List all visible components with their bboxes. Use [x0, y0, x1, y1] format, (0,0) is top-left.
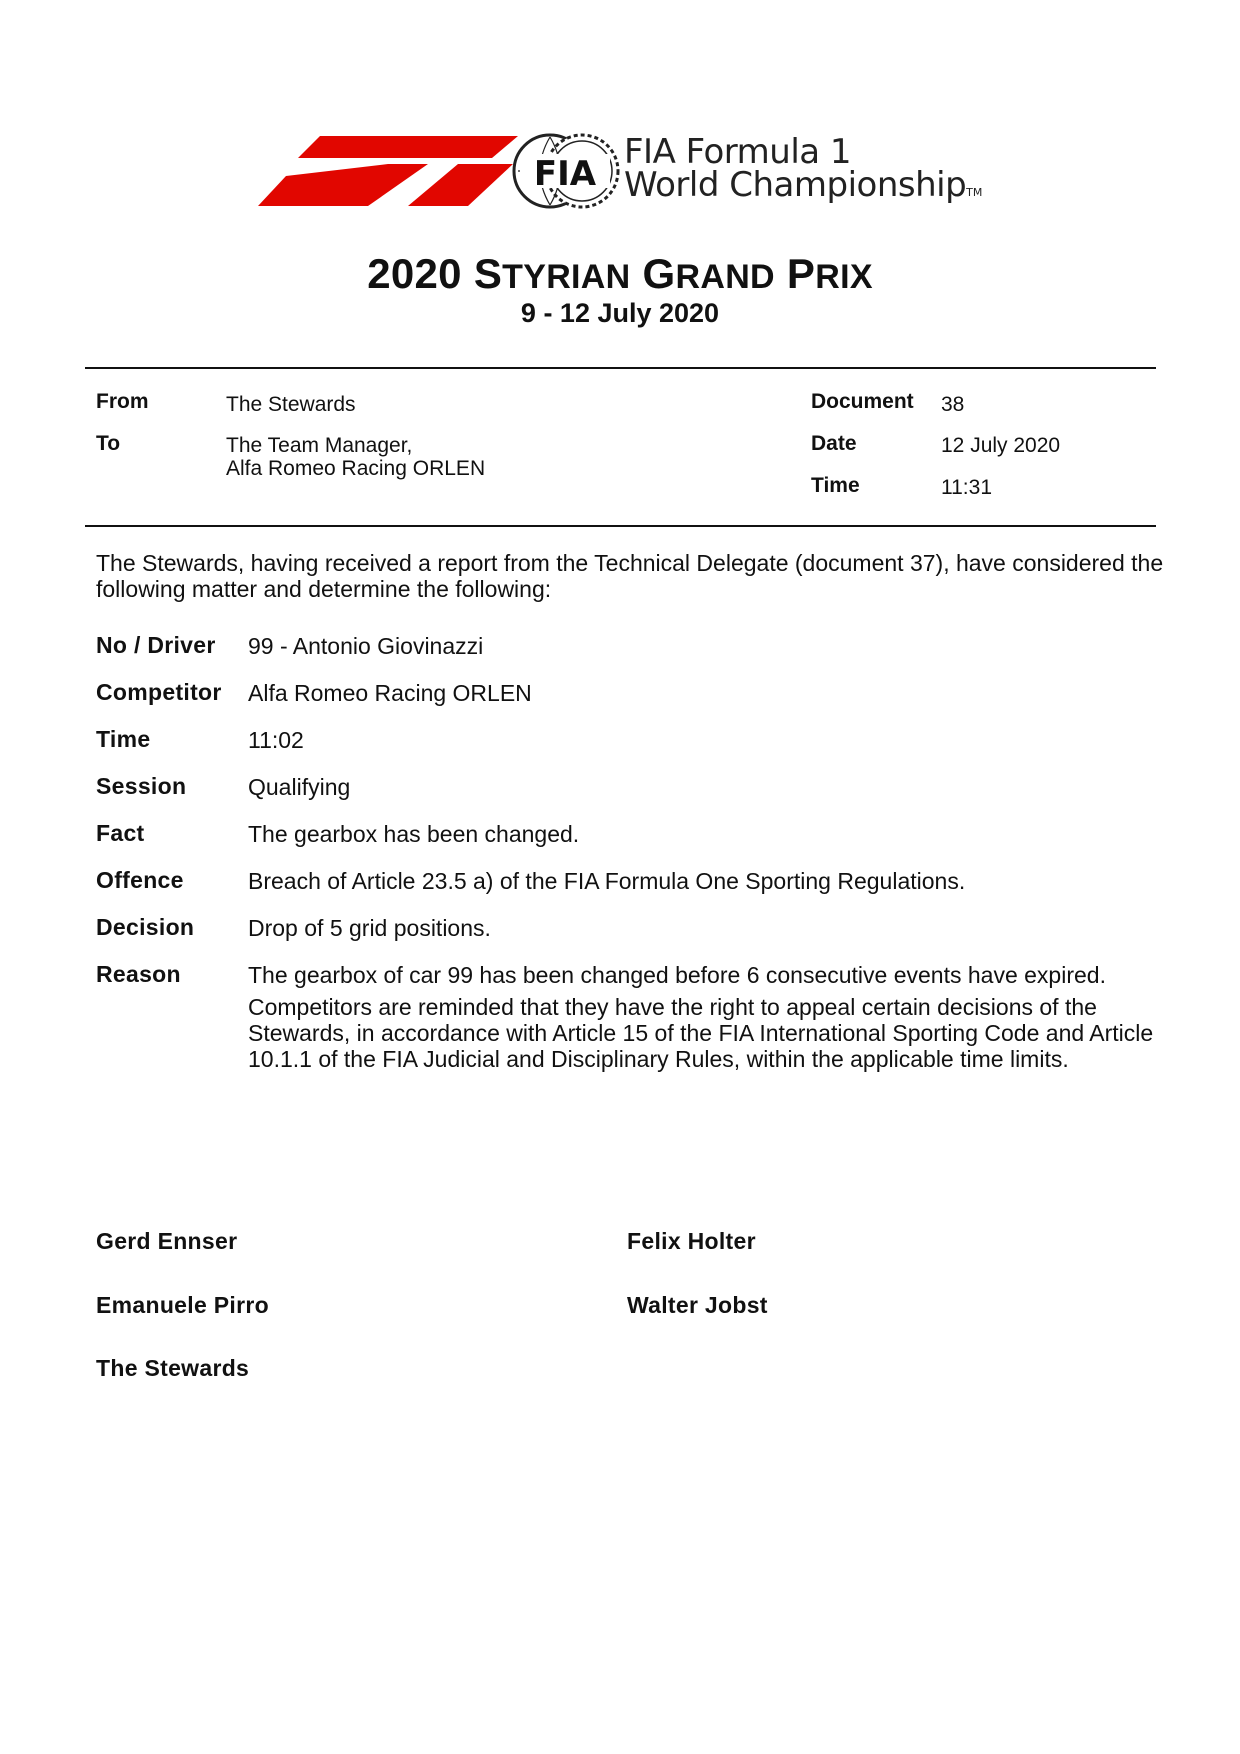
title-word-styrian	[474, 250, 631, 297]
driver-value: 99 - Antonio Giovinazzi	[248, 633, 484, 659]
f1-logo-icon	[258, 136, 518, 206]
reason-label: Reason	[96, 961, 181, 987]
document-value: 38	[941, 393, 965, 416]
row-competitor	[96, 679, 1176, 726]
signature-stewards: The Stewards	[96, 1355, 250, 1381]
logo-wordmark	[624, 132, 983, 209]
title-word-prix	[787, 250, 873, 297]
title-s-cap: S	[473, 250, 503, 297]
session-value: Qualifying	[248, 774, 351, 800]
row-decision	[96, 914, 1176, 961]
logo-line1: FIA Formula 1	[624, 132, 852, 172]
competitor-value: Alfa Romeo Racing ORLEN	[248, 680, 532, 706]
row-offence	[96, 867, 1176, 914]
document-title	[0, 250, 1240, 298]
offence-label: Offence	[96, 867, 184, 893]
date-label: Date	[811, 432, 857, 455]
title-p-rest: RIX	[815, 258, 873, 296]
row-driver	[96, 632, 1176, 679]
logo-line2: World Championship	[624, 165, 967, 205]
incident-time-label: Time	[96, 726, 151, 752]
title-p-cap: P	[786, 250, 816, 297]
header-bottom-rule	[85, 525, 1156, 527]
fact-value: The gearbox has been changed.	[248, 821, 580, 847]
logo-tm: TM	[966, 186, 983, 199]
row-time	[96, 726, 1176, 773]
from-label: From	[96, 390, 149, 413]
driver-label: No / Driver	[96, 632, 216, 658]
to-label: To	[96, 432, 121, 455]
decision-table	[96, 632, 1176, 1071]
to-line2: Alfa Romeo Racing ORLEN	[226, 457, 486, 480]
fact-label: Fact	[96, 820, 145, 846]
to-value	[226, 434, 485, 480]
decision-label: Decision	[96, 914, 195, 940]
date-value: 12 July 2020	[941, 434, 1061, 457]
from-value: The Stewards	[226, 393, 356, 416]
signature-ennser: Gerd Ennser	[96, 1228, 238, 1254]
time-value: 11:31	[941, 476, 992, 499]
title-word-grand	[643, 250, 775, 297]
signature-holter: Felix Holter	[627, 1228, 756, 1254]
time-label: Time	[811, 474, 860, 497]
to-line1: The Team Manager,	[226, 434, 413, 457]
row-reason	[96, 961, 1176, 1071]
reason-text: The gearbox of car 99 has been changed before 6 consecutive events have expired.	[248, 962, 1106, 988]
signature-pirro: Emanuele Pirro	[96, 1292, 269, 1318]
offence-value: Breach of Article 23.5 a) of the FIA Formula One Sporting Regulations.	[248, 868, 966, 894]
incident-time-value: 11:02	[248, 727, 304, 753]
event-dates: 9 - 12 July 2020	[520, 298, 720, 328]
fia-emblem-icon	[510, 130, 622, 212]
decision-value: Drop of 5 grid positions.	[248, 915, 491, 941]
title-g-rest: RAND	[675, 258, 775, 296]
competitor-label: Competitor	[96, 679, 222, 705]
row-session	[96, 773, 1176, 820]
appeal-note: Competitors are reminded that they have the right to appeal certain decisions of the Stewards, in accordance with Article 15 of the FIA International Sporting Code and Article 10.1.1 of the FIA Judicial and Disciplinary Rules, within the applicable time limits.	[248, 994, 1154, 1072]
row-fact	[96, 820, 1176, 867]
document-label: Document	[811, 390, 914, 413]
intro-paragraph: The Stewards, having received a report from the Technical Delegate (document 37), have considered the following matter and determine the following:	[96, 550, 1164, 602]
header-top-rule	[85, 367, 1156, 369]
title-year: 2020	[367, 250, 462, 297]
reason-value	[248, 962, 1168, 1072]
session-label: Session	[96, 773, 187, 799]
title-s-rest: TYRIAN	[502, 258, 631, 296]
svg-text:FIA: FIA	[533, 154, 597, 194]
f1-fia-logo	[258, 130, 1008, 212]
title-g-cap: G	[642, 250, 676, 297]
signature-jobst: Walter Jobst	[627, 1292, 768, 1318]
